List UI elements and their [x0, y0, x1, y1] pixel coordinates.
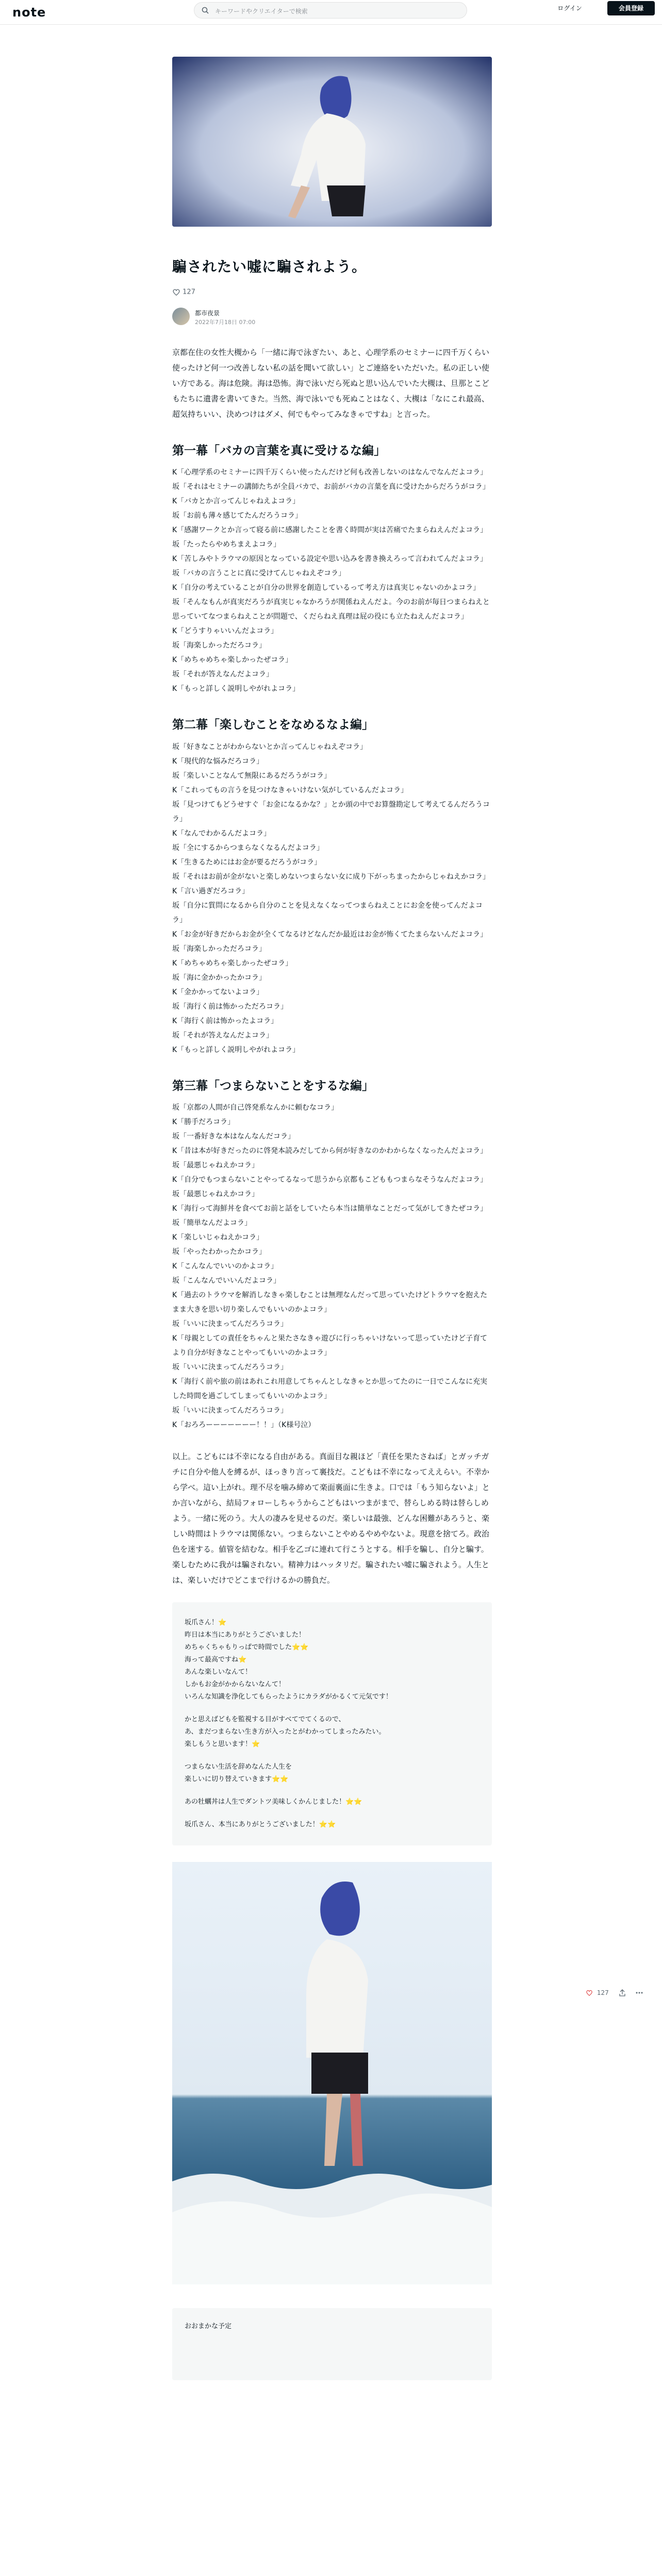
dialogue-line: K「なんでわかるんだよコラ」 [172, 829, 271, 838]
section-heading: 第一幕「バカの言葉を真に受けるな編」 [172, 444, 386, 458]
floating-actions [586, 1989, 643, 2000]
avatar[interactable] [172, 308, 190, 325]
dialogue-line: K「昔は本が好きだったのに啓発本読みだしてから何が好きなのかわからなくなったんだよコラ」 [172, 1146, 488, 1155]
dialogue-line: K「おろろーーーーーーー！！」（K様号泣） [172, 1420, 316, 1429]
dialogue-line: 坂「それはお前が金がないと楽しめないつまらない女に成り下がっちまったからじゃねえかコラ」 [172, 872, 490, 881]
article-body [172, 345, 492, 2380]
dialogue-line: 坂「いいに決まってんだろうコラ」 [172, 1319, 288, 1328]
dialogue-line: 坂「こんなんでいいんだよコラ」 [172, 1276, 280, 1285]
quote-line: 坂爪さん、本当にありがとうございました！⭐⭐ [185, 1820, 336, 1828]
sea-photo-image [172, 1862, 492, 2284]
dialogue-line: K「バカとか言ってんじゃねえよコラ」 [172, 497, 300, 506]
dialogue-line: 坂「一番好きな本はなんなんだコラ」 [172, 1132, 295, 1141]
quote-line: いろんな知識を浄化してもらったようにカラダがかるくて元気です！ [185, 1692, 392, 1701]
hero-image [172, 57, 492, 227]
dialogue-line: 坂「バカの言うことに真に受けてんじゃねえぞコラ」 [172, 569, 345, 578]
dialogue-line: K「めちゃめちゃ楽しかったぜコラ」 [172, 656, 293, 665]
dialogue-line: K「海行く前は怖かったよコラ」 [172, 1016, 278, 1025]
dialogue-line: K「これってもの言うを見つけなきゃいけない気がしているんだよコラ」 [172, 786, 408, 794]
quote-line: めちゃくちゃもりっぱで時間でした⭐⭐ [185, 1643, 309, 1651]
section-heading: 第三幕「つまらないことをするな編」 [172, 1079, 374, 1093]
dialogue-line: K「現代的な悩みだろコラ」 [172, 757, 264, 766]
dialogue-line: 坂「全にするからつまらなくなるんだよコラ」 [172, 843, 324, 852]
floating-heart-icon[interactable] [586, 1989, 593, 1996]
quote-line: 昨日は本当にありがとうございました！ [185, 1631, 306, 1639]
dialogue-line: K「めちゃめちゃ楽しかったぜコラ」 [172, 959, 293, 968]
lead-paragraph: 京都在住の女性大槻から「一緒に海で泳ぎたい、あと、心理学系のセミナーに四千万くらい使ったけど何一つ改善しない私の話を聞いて欲しい」とご連絡をいただいた。私の正しい使い方である。海は危険。海は恐怖。海で泳いだら死ぬと思い込んでいた大槻は、旦那とこどもたちに遺書を書いてきた。当然、海で泳いでも死ぬことはなく、大槻は「なにこれ最高、超気持ちいい、決めつけはダメ、何でもやってみなきゃですね」と言った。 [172, 348, 490, 419]
sea-photo [172, 1862, 492, 2284]
dialogue-line: K「もっと詳しく説明しやがれよコラ」 [172, 685, 300, 693]
dialogue-line: K「苦しみやトラウマの原因となっている設定や思い込みを書き換えろって言われてんだよコラ」 [172, 555, 487, 564]
dialogue-line: 坂「海楽しかっただろコラ」 [172, 641, 266, 650]
note-logo[interactable] [12, 5, 46, 20]
dialogue-line: K「過去のトラウマを解消しなきゃ楽しむことは無理なんだって思っていたけどトラウマを抱えたまま大きを思い切り楽しんでもいいのかよコラ」 [172, 1291, 488, 1314]
dialogue-line: 坂「海行く前は怖かっただろコラ」 [172, 1002, 288, 1011]
dialogue-line: 坂「いいに決まってんだろうコラ」 [172, 1363, 288, 1371]
dialogue-line: K「金かかってないよコラ」 [172, 988, 264, 996]
dialogue-line: K「こんなんでいいのかよコラ」 [172, 1262, 278, 1270]
author-block[interactable] [172, 308, 492, 328]
dialogue-line: 坂「海に金かかったかコラ」 [172, 973, 266, 982]
dialogue-line: 坂「最悪じゃねえかコラ」 [172, 1161, 259, 1170]
quote-line: しかもお金がかからないなんて！ [185, 1680, 286, 1688]
dialogue-line: 坂「それが答えなんだよコラ」 [172, 1031, 273, 1040]
quote-line: あ、まだつまらない生き方が入ったとがわかってしまったみたい。 [185, 1727, 386, 1736]
dialogue-line: 坂「自分に質問になるから自分のことを見えなくなってつまらねえことにお金を使ってんだよコラ」 [172, 901, 483, 924]
search-input[interactable]: キーワードやクリエイターで検索 [215, 8, 308, 15]
quote-line: 楽しいに切り替えていきます⭐⭐ [185, 1775, 289, 1783]
quote-box [172, 1602, 492, 1845]
like-row [172, 288, 492, 298]
dialogue-line: K「楽しいじゃねえかコラ」 [172, 1233, 264, 1242]
floating-like-count: 127 [597, 1989, 609, 1996]
signup-button[interactable]: 会員登録 [607, 1, 655, 15]
dialogue-line: K「海行って海鮮丼を食べてお前と話をしていたら本当は簡単なことだって気がしてきたぜコラ」 [172, 1204, 488, 1213]
article [172, 57, 492, 2380]
share-icon[interactable] [618, 1989, 626, 1997]
section-heading: 第二幕「楽しむことをなめるなよ編」 [172, 718, 374, 732]
dialogue-line: K「感謝ワークとか言って寝る前に感謝したことを書く時間が実は苦痛でたまらねえんだよコラ」 [172, 526, 488, 535]
dialogue-line: 坂「楽しいことなんて無限にあるだろうがコラ」 [172, 771, 331, 780]
dialogue-line: K「お金が好きだからお金が全くてなるけどなんだか最近はお金が怖くてたまらないんだよコラ」 [172, 930, 488, 939]
dialogue-line: K「言い過ぎだろコラ」 [172, 887, 250, 895]
dialogue-line: 坂「やったわかったかコラ」 [172, 1247, 266, 1256]
publish-date: 2022年7月18日 07:00 [195, 319, 256, 326]
dialogue-line: 坂「見つけてもどうせすぐ「お金になるかな？」とか頭の中でお算盤勘定して考えてるんだろうコラ」 [172, 800, 490, 823]
quote-line: 楽しもうと思います！⭐ [185, 1740, 260, 1748]
like-count: 127 [183, 288, 195, 296]
dialogue-line: 坂「好きなことがわからないとか言ってんじゃねえぞコラ」 [172, 742, 367, 751]
dialogue-line: 坂「それはセミナーの講師たちが全員バカで、お前がバカの言葉を真に受けたからだろうがコラ」 [172, 483, 490, 492]
more-icon[interactable] [635, 1989, 643, 1997]
dialogue-line: 坂「海楽しかっただろコラ」 [172, 944, 266, 953]
sections [172, 443, 492, 1432]
site-header [0, 0, 662, 25]
dialogue-line: K「母親としての責任をちゃんと果たさなきゃ遊びに行っちゃいけないって思っていたけど子育てより自分が好きなことやってもいいのかよコラ」 [172, 1334, 488, 1357]
article-title: 騙されたい嘘に騙されよう。 [172, 258, 367, 275]
dialogue-line: K「心理学系のセミナーに四千万くらい使ったんだけど何も改善しないのはなんでなんだよコラ」 [172, 468, 488, 477]
schedule-box [172, 2308, 492, 2380]
dialogue-line: K「生きるためにはお金が要るだろうがコラ」 [172, 858, 322, 867]
dialogue-line: 坂「お前も薄々感じてたんだろうコラ」 [172, 512, 302, 520]
author-name[interactable]: 都市夜景 [195, 310, 220, 317]
search-bar[interactable] [194, 2, 467, 19]
dialogue-line: K「勝手だろコラ」 [172, 1117, 235, 1126]
quote-line: あんな楽しいなんて！ [185, 1668, 252, 1676]
search-icon [202, 7, 209, 14]
dialogue-line: 坂「最悪じゃねえかコラ」 [172, 1190, 259, 1198]
login-button[interactable]: ログイン [557, 5, 582, 12]
heart-icon[interactable] [172, 288, 180, 296]
closing-paragraph: 以上。こどもには不幸になる自由がある。真面目な親ほど「責任を果たさねば」とガッチガチに自分や他人を縛るが、ほっきり言って裏技だ。こどもは不幸になってええらい。不幸から学べ。這い上がれ。理不尽を噛み締めて楽面裏面に生きよ。口では「もう知らないよ」とか言いながら、結局フォローしちゃうからこどもはいつまがまで、替らしめる時は替らしめよう。一緒に死のう。大人の凄みを見せるのだ。楽しいは最強、どんな困難があろうと、楽しい時間はトラウマは関係ない。つまらないことやめるやめやないよ。現意を捨てろ。政治色を迷する。値管を結むな。相手を乙ゴに連れて行こうとする。相手を騙し、自分と騙す。楽しむために我がは騙されない。精神力はハッタリだ。騙されたい嘘に騙されよう。人生とは、楽しいだけでどこまで行けるかの勝負だ。 [172, 1451, 490, 1585]
dialogue-line: 坂「京都の人間が自己啓発系なんかに頼むなコラ」 [172, 1103, 338, 1112]
hero-photo [172, 57, 492, 227]
dialogue-line: K「海行く前や旅の前はあれこれ用意してちゃんとしなきゃとか思ってたのに一日でこんなに充実した時間を過ごしてしまってもいいのかよコラ」 [172, 1377, 488, 1400]
dialogue-line: K「自分の考えていることが自分の世界を創造しているって考え方は真実じゃないのかよコラ」 [172, 584, 481, 592]
schedule-heading: おおまかな予定 [185, 2322, 232, 2330]
dialogue-line: K「もっと詳しく説明しやがれよコラ」 [172, 1045, 300, 1054]
dialogue-line: K「どうすりゃいいんだよコラ」 [172, 627, 278, 636]
dialogue-line: 坂「簡単なんだよコラ」 [172, 1218, 252, 1227]
dialogue-line: 坂「そんなもんが真実だろうが真実じゃなかろうが関係ねえんだよ。今のお前が毎日つまらねえと思っていてなつまらねえことが問題で、くだらねえ真理は屁の役にも立たねえんだよコラ」 [172, 598, 490, 621]
dialogue-line: 坂「たったらやめちまえよコラ」 [172, 540, 280, 549]
logo-text: note [12, 5, 46, 20]
quote-line: あの牡蠣丼は人生でダントツ美味しくかんじました！⭐⭐ [185, 1798, 362, 1806]
dialogue-line: 坂「いいに決まってんだろうコラ」 [172, 1406, 288, 1415]
dialogue-line: K「自分でもつまらないことやってるなって思うから京都もこどももつまらなそうなんだよコラ」 [172, 1175, 488, 1184]
quote-line: 海って最高ですね⭐ [185, 1655, 247, 1664]
quote-line: 坂爪さん！⭐ [185, 1618, 227, 1626]
quote-line: つまらない生活を辞めなんた人生を [185, 1762, 292, 1771]
dialogue-line: 坂「それが答えなんだよコラ」 [172, 670, 273, 679]
quote-line: かと思えばどもを監視する目がすべてでてくるので、 [185, 1715, 345, 1723]
